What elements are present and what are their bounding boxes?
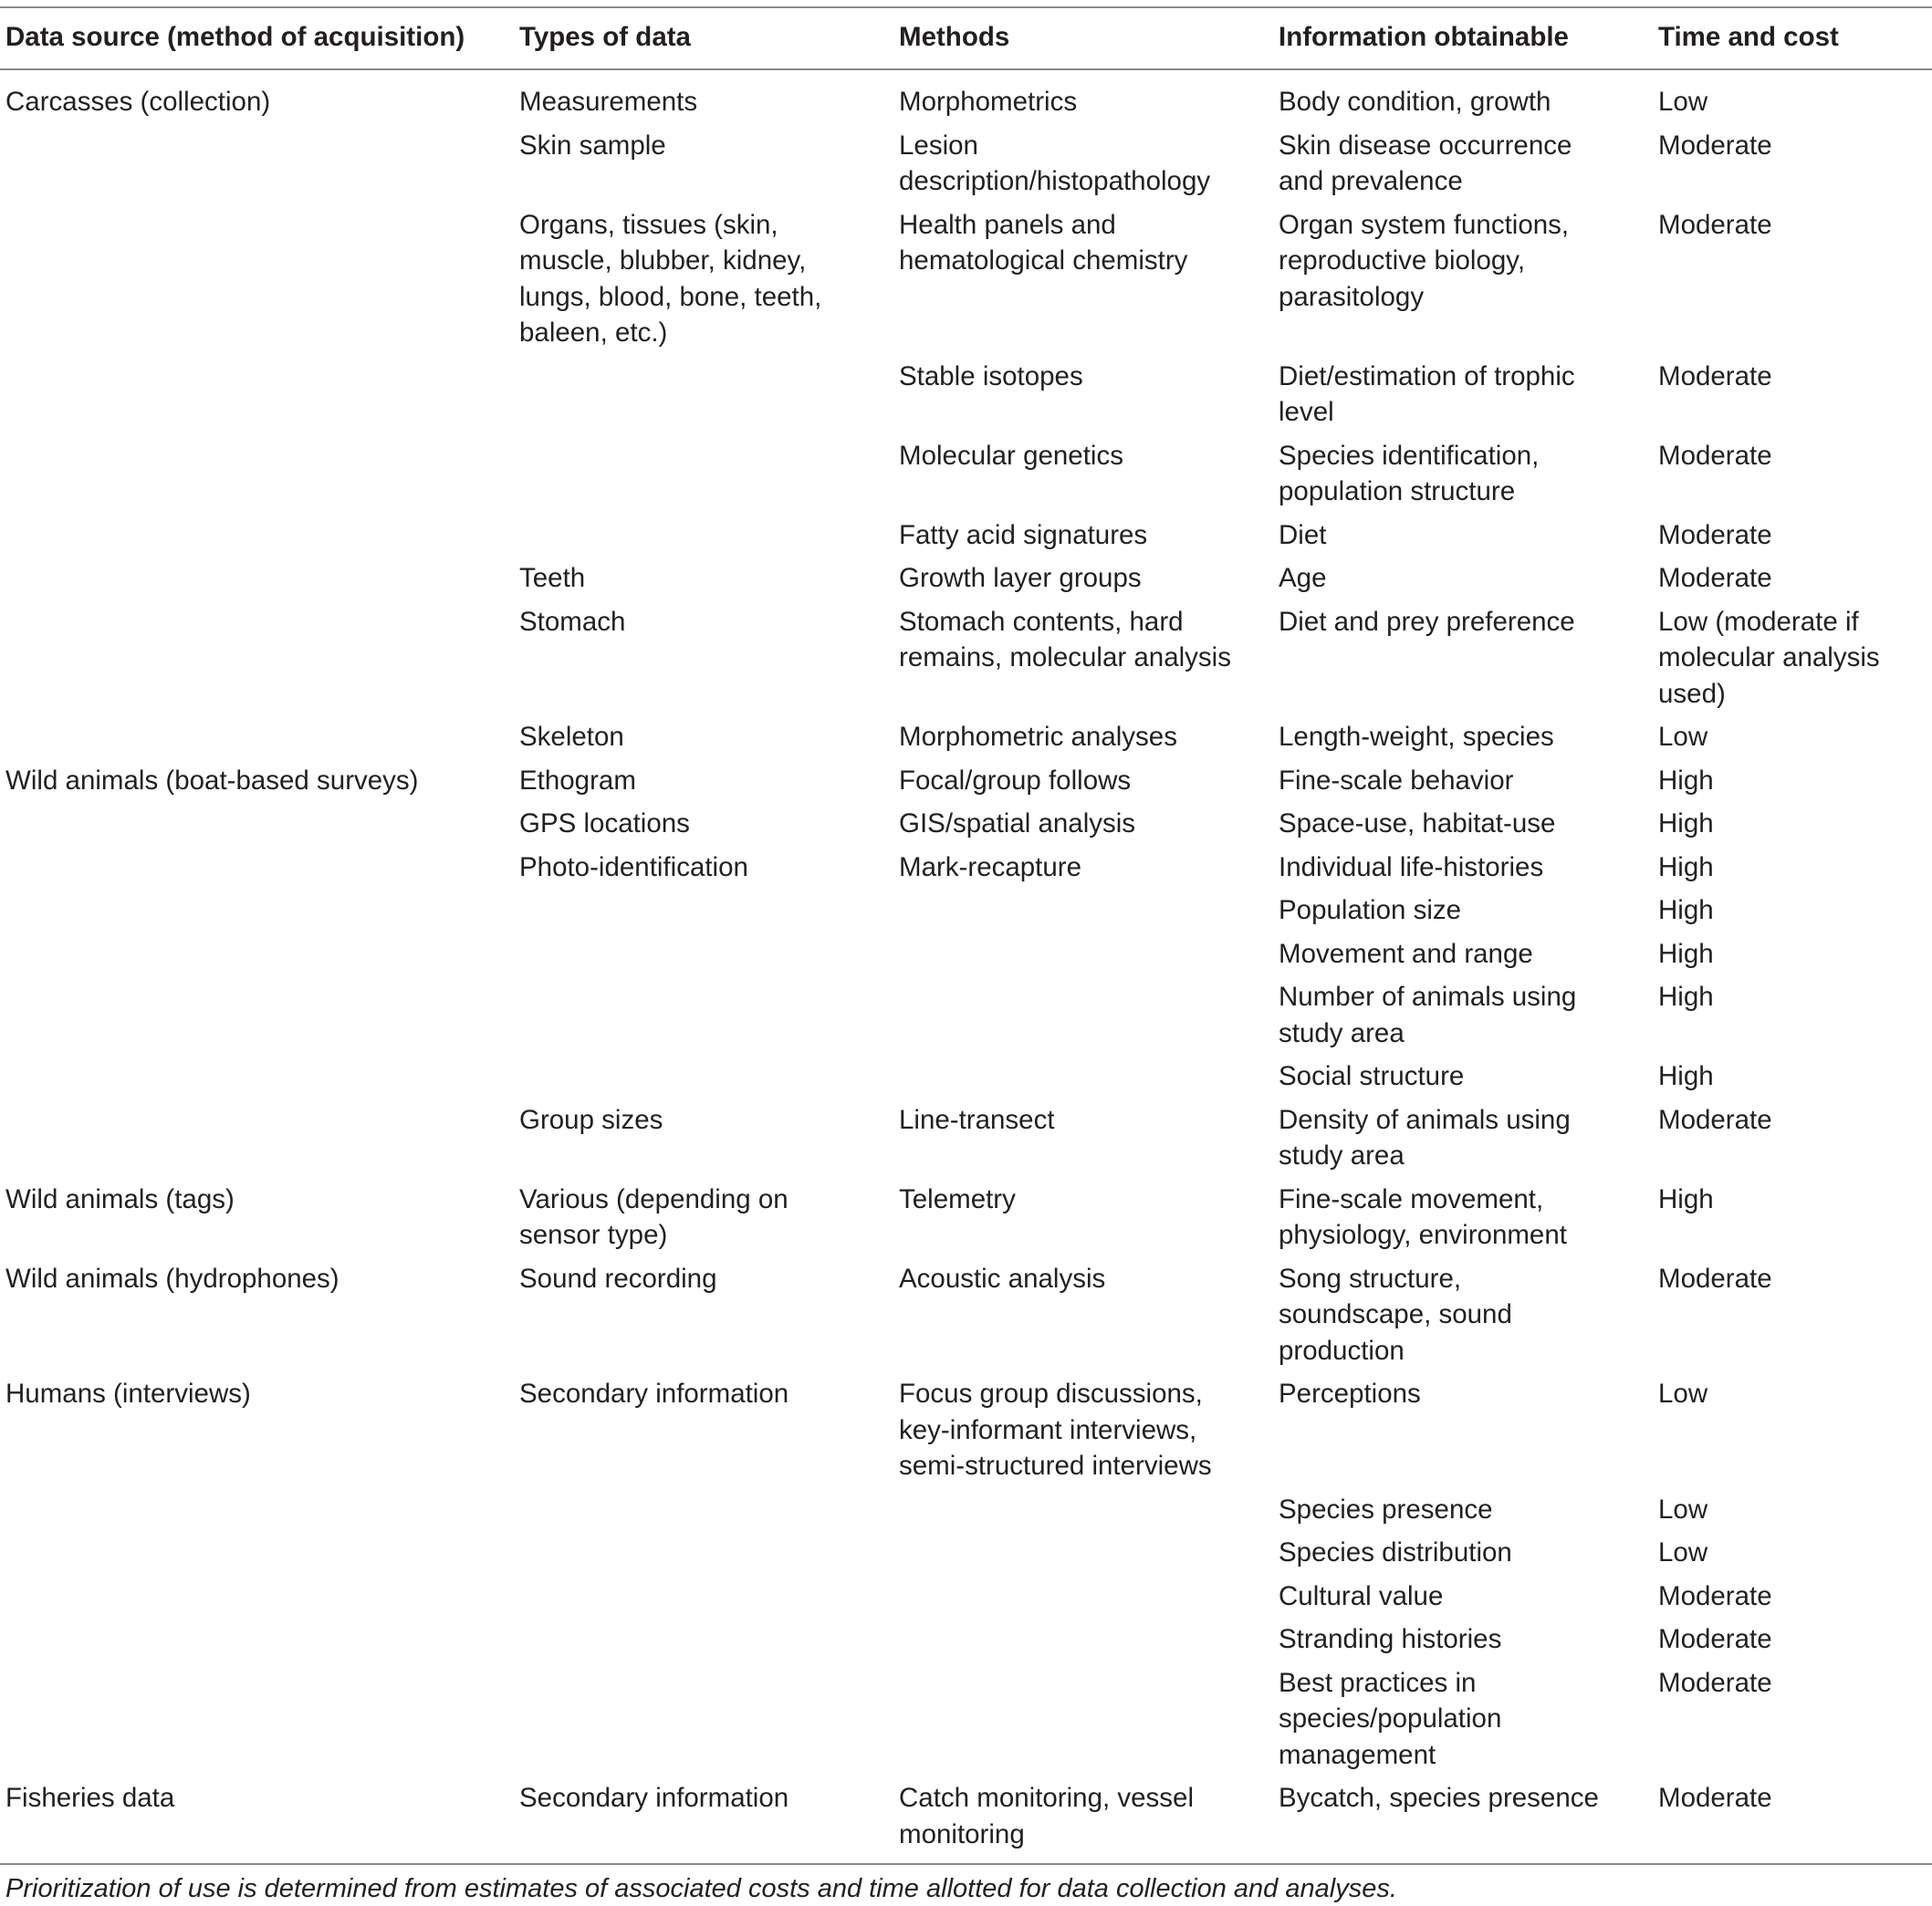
cell-line: High	[1658, 1183, 1714, 1214]
cell-line: semi-structured interviews	[899, 1451, 1212, 1481]
cell-line: Moderate	[1658, 1667, 1772, 1698]
cell-line: Skin sample	[519, 130, 666, 161]
cell-method	[899, 763, 1131, 799]
cell-data-source	[5, 84, 270, 120]
cell-information	[1279, 719, 1554, 755]
cell-method	[899, 359, 1083, 395]
cell-line: description/histopathology	[899, 166, 1211, 196]
cell-line: Low	[1658, 722, 1708, 752]
cell-information	[1279, 806, 1555, 842]
cell-line: Moderate	[1658, 1263, 1772, 1294]
cell-line: Organ system functions,	[1279, 209, 1570, 240]
cell-information	[1279, 359, 1575, 431]
cell-time-cost	[1658, 560, 1772, 597]
cell-line: Morphometric analyses	[899, 722, 1177, 752]
table-top-rule	[0, 6, 1932, 8]
cell-line: reproductive biology,	[1279, 245, 1526, 276]
cell-line: Fine-scale behavior	[1279, 765, 1514, 796]
cell-line: Diet/estimation of trophic	[1279, 360, 1575, 391]
cell-time-cost	[1658, 438, 1772, 474]
cell-method	[899, 806, 1135, 842]
cell-method	[899, 1102, 1055, 1139]
cell-line: Space-use, habitat-use	[1279, 808, 1556, 838]
cell-information	[1279, 1621, 1501, 1658]
cell-information	[1279, 1058, 1464, 1095]
cell-line: Acoustic analysis	[899, 1263, 1106, 1294]
cell-line: monitoring	[899, 1818, 1025, 1849]
cell-time-cost	[1658, 1665, 1772, 1702]
cell-method	[899, 1376, 1212, 1484]
cell-line: Skeleton	[519, 722, 624, 752]
cell-line: Species distribution	[1279, 1537, 1512, 1568]
cell-time-cost	[1658, 1535, 1707, 1571]
cell-type-of-data	[519, 806, 690, 842]
cell-type-of-data	[519, 763, 636, 799]
cell-data-source	[5, 1261, 339, 1297]
cell-line: remains, molecular analysis	[899, 642, 1231, 672]
cell-line: muscle, blubber, kidney,	[519, 245, 807, 276]
cell-line: Perceptions	[1279, 1379, 1421, 1409]
cell-line: physiology, environment	[1279, 1220, 1567, 1250]
cell-line: Lesion	[899, 130, 978, 161]
cell-line: Mark-recapture	[899, 851, 1082, 882]
cell-line: Line-transect	[899, 1104, 1055, 1135]
cell-line: study area	[1279, 1140, 1405, 1171]
cell-information	[1279, 1376, 1421, 1412]
cell-line: Moderate	[1658, 1783, 1772, 1813]
cell-time-cost	[1658, 1621, 1772, 1658]
cell-time-cost	[1658, 719, 1707, 755]
cell-type-of-data	[519, 1780, 788, 1817]
cell-line: Diet	[1279, 519, 1327, 550]
cell-line: Stable isotopes	[899, 360, 1083, 391]
cell-time-cost	[1658, 1261, 1772, 1297]
cell-method	[899, 1780, 1194, 1852]
cell-line: Various (depending on	[519, 1183, 788, 1214]
cell-information	[1279, 1535, 1512, 1571]
cell-method	[899, 128, 1210, 200]
cell-line: Teeth	[519, 563, 586, 593]
cell-line: Secondary information	[519, 1379, 789, 1409]
cell-information	[1279, 84, 1551, 120]
cell-time-cost	[1658, 604, 1880, 713]
cell-line: Species presence	[1279, 1494, 1493, 1525]
table-footnote: Prioritization of use is determined from estimates of associated costs and time allotted for data collection and analyses.	[5, 1874, 1397, 1903]
cell-line: Telemetry	[899, 1183, 1016, 1214]
cell-type-of-data	[519, 84, 697, 120]
cell-line: Growth layer groups	[899, 563, 1142, 593]
cell-time-cost	[1658, 1376, 1707, 1412]
cell-information	[1279, 1102, 1571, 1174]
cell-data-source	[5, 1376, 251, 1412]
cell-information	[1279, 849, 1543, 886]
cell-type-of-data	[519, 1182, 788, 1254]
header-time-and-cost: Time and cost	[1658, 22, 1839, 52]
cell-information	[1279, 979, 1576, 1051]
cell-line: Wild animals (boat-based surveys)	[5, 765, 419, 796]
cell-line: Organs, tissues (skin,	[519, 209, 778, 240]
cell-time-cost	[1658, 806, 1714, 842]
cell-line: Low	[1658, 87, 1708, 117]
cell-line: High	[1658, 1061, 1714, 1091]
cell-line: Health panels and	[899, 209, 1116, 240]
cell-information	[1279, 1182, 1567, 1254]
header-types-of-data: Types of data	[519, 22, 691, 52]
cell-line: Song structure,	[1279, 1263, 1462, 1294]
cell-line: soundscape, sound	[1279, 1299, 1512, 1329]
cell-line: Species identification,	[1279, 440, 1540, 471]
cell-time-cost	[1658, 1182, 1714, 1218]
cell-time-cost	[1658, 1058, 1714, 1095]
cell-line: Ethogram	[519, 765, 636, 796]
header-rule	[0, 68, 1932, 70]
cell-line: production	[1279, 1335, 1405, 1366]
cell-time-cost	[1658, 128, 1772, 164]
cell-line: Low	[1658, 1537, 1708, 1568]
cell-line: Individual life-histories	[1279, 851, 1544, 882]
cell-data-source	[5, 763, 419, 799]
cell-line: population structure	[1279, 476, 1516, 506]
cell-line: management	[1279, 1739, 1436, 1770]
cell-time-cost	[1658, 517, 1772, 554]
cell-method	[899, 560, 1142, 597]
cell-line: Fine-scale movement,	[1279, 1183, 1544, 1214]
cell-line: Population size	[1279, 895, 1462, 925]
cell-line: parasitology	[1279, 281, 1425, 312]
cell-line: Age	[1279, 563, 1327, 593]
cell-line: Moderate	[1658, 440, 1772, 471]
cell-type-of-data	[519, 604, 625, 641]
cell-time-cost	[1658, 1102, 1772, 1139]
cell-line: Moderate	[1658, 1580, 1772, 1611]
cell-line: Skin disease occurrence	[1279, 130, 1572, 161]
cell-line: Carcasses (collection)	[5, 87, 271, 117]
cell-line: Length-weight, species	[1279, 722, 1554, 752]
cell-line: Diet and prey preference	[1279, 606, 1575, 637]
cell-line: GPS locations	[519, 808, 690, 838]
cell-information	[1279, 438, 1539, 510]
cell-method	[899, 517, 1147, 554]
cell-line: and prevalence	[1279, 166, 1463, 196]
cell-information	[1279, 1492, 1493, 1528]
cell-time-cost	[1658, 1578, 1772, 1615]
cell-method	[899, 1182, 1016, 1218]
cell-line: Morphometrics	[899, 87, 1078, 117]
cell-time-cost	[1658, 936, 1714, 973]
cell-line: level	[1279, 397, 1334, 427]
cell-line: Stomach	[519, 606, 626, 637]
cell-line: Wild animals (hydrophones)	[5, 1263, 339, 1294]
cell-type-of-data	[519, 560, 585, 597]
cell-time-cost	[1658, 979, 1714, 1015]
cell-time-cost	[1658, 1780, 1772, 1817]
cell-method	[899, 84, 1077, 120]
cell-line: High	[1658, 808, 1714, 838]
cell-line: GIS/spatial analysis	[899, 808, 1136, 838]
cell-information	[1279, 517, 1326, 554]
cell-line: Movement and range	[1279, 938, 1533, 969]
cell-line: Stranding histories	[1279, 1624, 1502, 1654]
cell-time-cost	[1658, 84, 1707, 120]
cell-method	[899, 438, 1123, 474]
cell-line: Focus group discussions,	[899, 1379, 1203, 1409]
cell-line: Moderate	[1658, 209, 1772, 240]
cell-method	[899, 849, 1081, 886]
cell-time-cost	[1658, 763, 1714, 799]
cell-line: study area	[1279, 1017, 1405, 1048]
cell-type-of-data	[519, 1102, 663, 1139]
cell-line: key-informant interviews,	[899, 1414, 1197, 1445]
cell-line: Focal/group follows	[899, 765, 1132, 796]
cell-time-cost	[1658, 359, 1772, 395]
cell-method	[899, 604, 1231, 676]
cell-line: Low	[1658, 1494, 1708, 1525]
cell-line: used)	[1658, 678, 1726, 709]
cell-type-of-data	[519, 207, 821, 351]
table-bottom-rule	[0, 1863, 1932, 1865]
cell-line: High	[1658, 851, 1714, 882]
cell-data-source	[5, 1780, 174, 1817]
cell-line: Measurements	[519, 87, 698, 117]
cell-line: Moderate	[1658, 1104, 1772, 1135]
cell-information	[1279, 1578, 1443, 1615]
cell-type-of-data	[519, 1376, 788, 1412]
cell-line: High	[1658, 982, 1714, 1012]
cell-method	[899, 1261, 1105, 1297]
cell-line: Bycatch, species presence	[1279, 1783, 1599, 1813]
cell-information	[1279, 936, 1533, 973]
cell-line: Low	[1658, 1379, 1708, 1409]
header-data-source: Data source (method of acquisition)	[5, 22, 465, 52]
header-information-obtainable: Information obtainable	[1279, 22, 1569, 52]
cell-line: Fatty acid signatures	[899, 519, 1148, 550]
cell-line: Cultural value	[1279, 1580, 1444, 1611]
cell-line: Fisheries data	[5, 1783, 175, 1813]
cell-time-cost	[1658, 1492, 1707, 1528]
cell-line: Moderate	[1658, 130, 1772, 161]
cell-line: baleen, etc.)	[519, 318, 668, 348]
cell-method	[899, 719, 1177, 755]
cell-line: Secondary information	[519, 1783, 789, 1813]
cell-information	[1279, 128, 1572, 200]
cell-line: Body condition, growth	[1279, 87, 1551, 117]
cell-line: sensor type)	[519, 1220, 668, 1250]
cell-line: Low (moderate if	[1658, 606, 1859, 637]
cell-type-of-data	[519, 1261, 716, 1297]
cell-line: Molecular genetics	[899, 440, 1123, 471]
cell-line: Moderate	[1658, 563, 1772, 593]
cell-line: Density of animals using	[1279, 1104, 1571, 1135]
header-methods: Methods	[899, 22, 1010, 52]
cell-line: hematological chemistry	[899, 245, 1188, 276]
cell-information	[1279, 892, 1461, 929]
cell-line: species/population	[1279, 1703, 1502, 1734]
cell-line: lungs, blood, bone, teeth,	[519, 281, 822, 312]
cell-information	[1279, 604, 1575, 641]
cell-data-source	[5, 1182, 235, 1218]
cell-type-of-data	[519, 849, 748, 886]
cell-time-cost	[1658, 849, 1714, 886]
cell-line: Best practices in	[1279, 1667, 1477, 1698]
cell-line: Wild animals (tags)	[5, 1183, 235, 1214]
cell-method	[899, 207, 1187, 279]
cell-information	[1279, 1665, 1501, 1774]
cell-information	[1279, 763, 1513, 799]
cell-line: molecular analysis	[1658, 642, 1880, 672]
cell-line: Stomach contents, hard	[899, 606, 1184, 637]
cell-line: Group sizes	[519, 1104, 663, 1135]
cell-line: Number of animals using	[1279, 982, 1577, 1012]
cell-line: High	[1658, 895, 1714, 925]
cell-line: High	[1658, 938, 1714, 969]
cell-information	[1279, 207, 1569, 316]
cell-line: Catch monitoring, vessel	[899, 1783, 1195, 1813]
cell-line: Sound recording	[519, 1263, 717, 1294]
cell-line: Social structure	[1279, 1061, 1465, 1091]
cell-information	[1279, 1261, 1512, 1370]
cell-information	[1279, 1780, 1599, 1817]
cell-line: Humans (interviews)	[5, 1379, 251, 1409]
cell-line: Moderate	[1658, 1624, 1772, 1654]
cell-time-cost	[1658, 207, 1772, 244]
cell-line: Moderate	[1658, 519, 1772, 550]
cell-line: High	[1658, 765, 1714, 796]
cell-line: Moderate	[1658, 360, 1772, 391]
cell-type-of-data	[519, 719, 624, 755]
cell-line: Photo-identification	[519, 851, 748, 882]
cell-information	[1279, 560, 1327, 597]
cell-type-of-data	[519, 128, 666, 164]
cell-time-cost	[1658, 892, 1714, 929]
